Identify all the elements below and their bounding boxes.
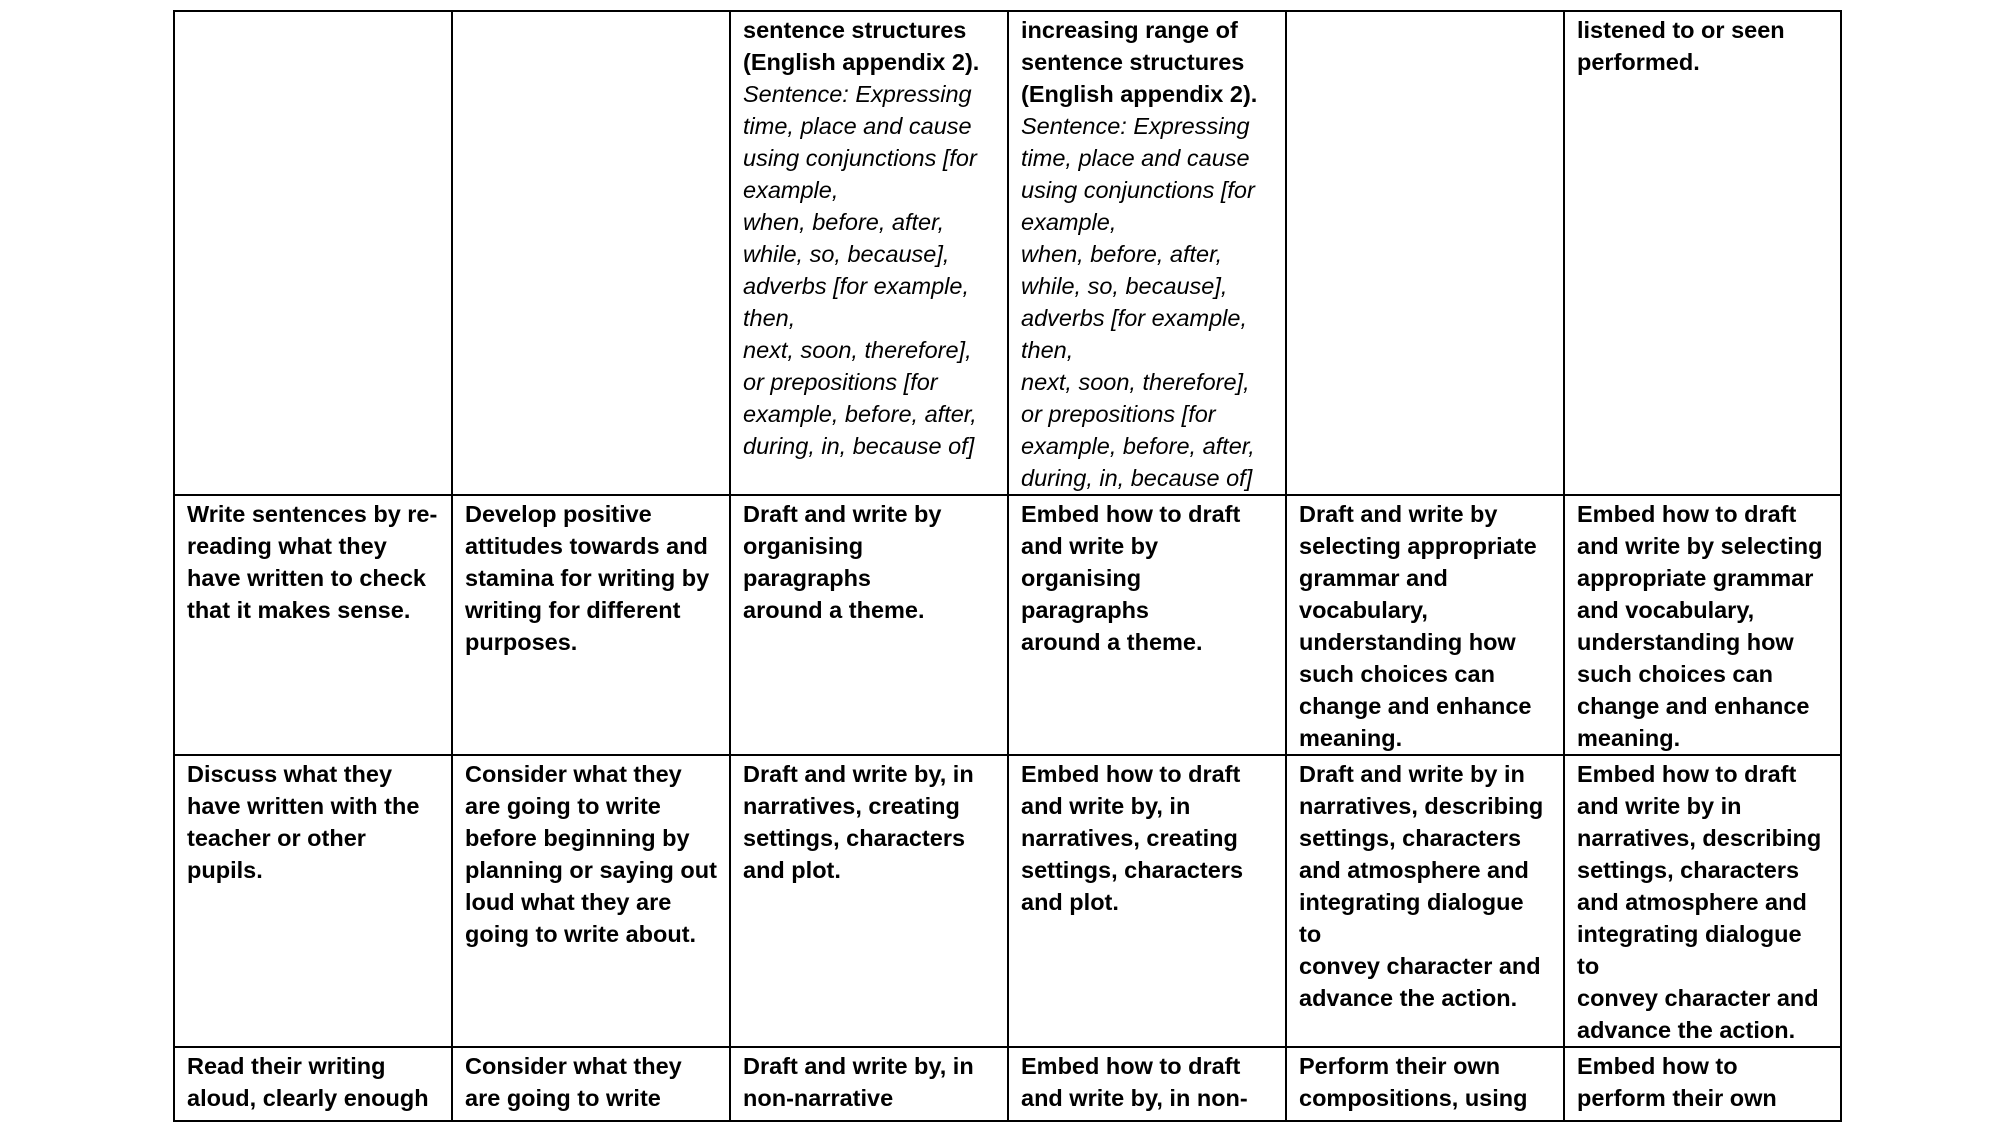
cell-text-line: Consider what they <box>465 1053 682 1079</box>
cell-text-line: Develop positive <box>465 501 652 527</box>
cell-text-line: Embed how to draft <box>1577 761 1797 787</box>
cell-text-line: Perform their own <box>1299 1053 1501 1079</box>
cell-text-line: are going to write <box>465 793 661 819</box>
cell-text-line: teacher or other <box>187 825 366 851</box>
table-cell <box>452 11 730 495</box>
cell-text-line: settings, characters <box>1577 857 1800 883</box>
cell-text-line: increasing range of <box>1021 17 1238 43</box>
cell-text-line: that it makes sense. <box>187 597 411 623</box>
cell-text-line: purposes. <box>465 629 578 655</box>
cell-italic-line: then, <box>743 305 796 331</box>
cell-text-line: Draft and write by <box>743 501 942 527</box>
cell-text-line: Write sentences by re- <box>187 501 438 527</box>
cell-italic-line: when, before, after, <box>743 209 945 235</box>
cell-text-line: Draft and write by <box>1299 501 1498 527</box>
table-cell <box>1008 11 1286 495</box>
table-cell <box>1286 755 1564 1047</box>
cell-text-line: are going to write <box>465 1085 661 1111</box>
cell-text-line: settings, characters <box>1021 857 1244 883</box>
cell-text-line: Embed how to draft <box>1021 1053 1241 1079</box>
cell-italic-line: adverbs [for example, <box>1021 305 1247 331</box>
cell-text-line: sentence structures <box>1021 49 1245 75</box>
cell-italic-line: next, soon, therefore], <box>743 337 972 363</box>
cell-text-line: and write by in <box>1577 793 1742 819</box>
cell-italic-line: time, place and cause <box>1021 145 1250 171</box>
cell-text-line: and atmosphere and <box>1577 889 1807 915</box>
cell-text-line: integrating dialogue to <box>1299 889 1524 947</box>
table-cell <box>1008 755 1286 1047</box>
cell-italic-line: during, in, because of] <box>743 433 975 459</box>
cell-text-line: have written with the <box>187 793 420 819</box>
table-cell <box>174 1047 452 1121</box>
cell-text-line: and write by selecting <box>1577 533 1823 559</box>
curriculum-table <box>173 10 1842 1122</box>
cell-italic-line: adverbs [for example, <box>743 273 969 299</box>
cell-text-line: (English appendix 2). <box>743 49 980 75</box>
cell-text-line: such choices can <box>1299 661 1495 687</box>
cell-italic-line: or prepositions [for <box>743 369 938 395</box>
cell-text-line: and atmosphere and <box>1299 857 1529 883</box>
cell-text-line: narratives, creating <box>1021 825 1238 851</box>
cell-italic-line: Sentence: Expressing <box>743 81 972 107</box>
table-cell <box>730 1047 1008 1121</box>
cell-text-line: attitudes towards and <box>465 533 708 559</box>
cell-text-line: performed. <box>1577 49 1700 75</box>
cell-text-line: and write by <box>1021 533 1159 559</box>
cell-text-line: Draft and write by, in <box>743 761 974 787</box>
cell-text-line: and plot. <box>1021 889 1119 915</box>
cell-italic-line: example, before, after, <box>743 401 977 427</box>
cell-text-line: advance the action. <box>1577 1017 1796 1043</box>
cell-italic-line: using conjunctions [for <box>743 145 977 171</box>
cell-text-line: Embed how to draft <box>1021 501 1241 527</box>
cell-italic-line: next, soon, therefore], <box>1021 369 1250 395</box>
cell-text-line: advance the action. <box>1299 985 1518 1011</box>
cell-text-line: settings, characters <box>743 825 966 851</box>
cell-italic-line: while, so, because], <box>1021 273 1228 299</box>
cell-text-line: around a theme. <box>1021 629 1203 655</box>
table-cell <box>1564 11 1841 495</box>
cell-italic-line: when, before, after, <box>1021 241 1223 267</box>
cell-text-line: convey character and <box>1299 953 1541 979</box>
cell-text-line: vocabulary, <box>1299 597 1428 623</box>
cell-text-line: writing for different <box>465 597 681 623</box>
cell-text-line: non-narrative <box>743 1085 894 1111</box>
table-cell <box>1286 1047 1564 1121</box>
table-cell <box>730 11 1008 495</box>
table-cell <box>1008 1047 1286 1121</box>
cell-text-line: around a theme. <box>743 597 925 623</box>
cell-text-line: change and enhance <box>1299 693 1532 719</box>
cell-text-line: narratives, creating <box>743 793 960 819</box>
cell-text-line: and write by, in non- <box>1021 1085 1248 1111</box>
cell-text-line: narratives, describing <box>1299 793 1544 819</box>
cell-text-line: aloud, clearly enough <box>187 1085 429 1111</box>
table-cell <box>452 1047 730 1121</box>
cell-text-line: and write by, in <box>1021 793 1191 819</box>
table-cell <box>174 11 452 495</box>
cell-text-line: settings, characters <box>1299 825 1522 851</box>
table-cell <box>452 755 730 1047</box>
table-body <box>174 11 1841 1121</box>
cell-text-line: sentence structures <box>743 17 967 43</box>
cell-text-line: Read their writing <box>187 1053 386 1079</box>
cell-text-line: change and enhance <box>1577 693 1810 719</box>
cell-text-line: understanding how <box>1577 629 1794 655</box>
cell-text-line: Draft and write by, in <box>743 1053 974 1079</box>
table-cell <box>1564 755 1841 1047</box>
cell-text-line: pupils. <box>187 857 263 883</box>
cell-italic-line: while, so, because], <box>743 241 950 267</box>
cell-italic-line: example, <box>743 177 839 203</box>
cell-text-line: listened to or seen <box>1577 17 1785 43</box>
document-page <box>173 10 1840 1111</box>
cell-text-line: narratives, describing <box>1577 825 1822 851</box>
cell-italic-line: time, place and cause <box>743 113 972 139</box>
cell-text-line: Discuss what they <box>187 761 393 787</box>
table-row <box>174 1047 1841 1121</box>
cell-text-line: appropriate grammar <box>1577 565 1814 591</box>
cell-italic-line: during, in, because of] <box>1021 465 1253 491</box>
cell-text-line: such choices can <box>1577 661 1773 687</box>
cell-text-line: compositions, using <box>1299 1085 1528 1111</box>
table-cell <box>452 495 730 755</box>
cell-text-line: and vocabulary, <box>1577 597 1755 623</box>
cell-text-line: selecting appropriate <box>1299 533 1537 559</box>
cell-text-line: planning or saying out <box>465 857 717 883</box>
cell-text-line: Embed how to <box>1577 1053 1738 1079</box>
cell-text-line: reading what they <box>187 533 387 559</box>
cell-text-line: perform their own <box>1577 1085 1777 1111</box>
cell-italic-line: or prepositions [for <box>1021 401 1216 427</box>
table-cell <box>1286 495 1564 755</box>
cell-text-line: integrating dialogue to <box>1577 921 1802 979</box>
table-cell <box>174 755 452 1047</box>
table-cell <box>1564 495 1841 755</box>
table-cell <box>730 495 1008 755</box>
cell-text-line: understanding how <box>1299 629 1516 655</box>
cell-italic-line: then, <box>1021 337 1074 363</box>
table-row <box>174 755 1841 1047</box>
cell-text-line: (English appendix 2). <box>1021 81 1258 107</box>
cell-text-line: loud what they are <box>465 889 672 915</box>
cell-text-line: and plot. <box>743 857 841 883</box>
cell-text-line: organising paragraphs <box>1021 565 1149 623</box>
cell-text-line: meaning. <box>1577 725 1681 751</box>
cell-text-line: Draft and write by in <box>1299 761 1525 787</box>
cell-text-line: Embed how to draft <box>1577 501 1797 527</box>
table-cell <box>174 495 452 755</box>
cell-text-line: organising paragraphs <box>743 533 871 591</box>
table-cell <box>1008 495 1286 755</box>
table-row <box>174 11 1841 495</box>
cell-text-line: before beginning by <box>465 825 690 851</box>
table-cell <box>1286 11 1564 495</box>
cell-text-line: meaning. <box>1299 725 1403 751</box>
table-row <box>174 495 1841 755</box>
cell-italic-line: Sentence: Expressing <box>1021 113 1250 139</box>
cell-text-line: Embed how to draft <box>1021 761 1241 787</box>
cell-text-line: going to write about. <box>465 921 697 947</box>
cell-text-line: Consider what they <box>465 761 682 787</box>
cell-italic-line: example, <box>1021 209 1117 235</box>
table-cell <box>1564 1047 1841 1121</box>
cell-text-line: stamina for writing by <box>465 565 710 591</box>
cell-text-line: convey character and <box>1577 985 1819 1011</box>
cell-text-line: have written to check <box>187 565 426 591</box>
cell-text-line: grammar and <box>1299 565 1448 591</box>
table-cell <box>730 755 1008 1047</box>
cell-italic-line: using conjunctions [for <box>1021 177 1255 203</box>
cell-italic-line: example, before, after, <box>1021 433 1255 459</box>
